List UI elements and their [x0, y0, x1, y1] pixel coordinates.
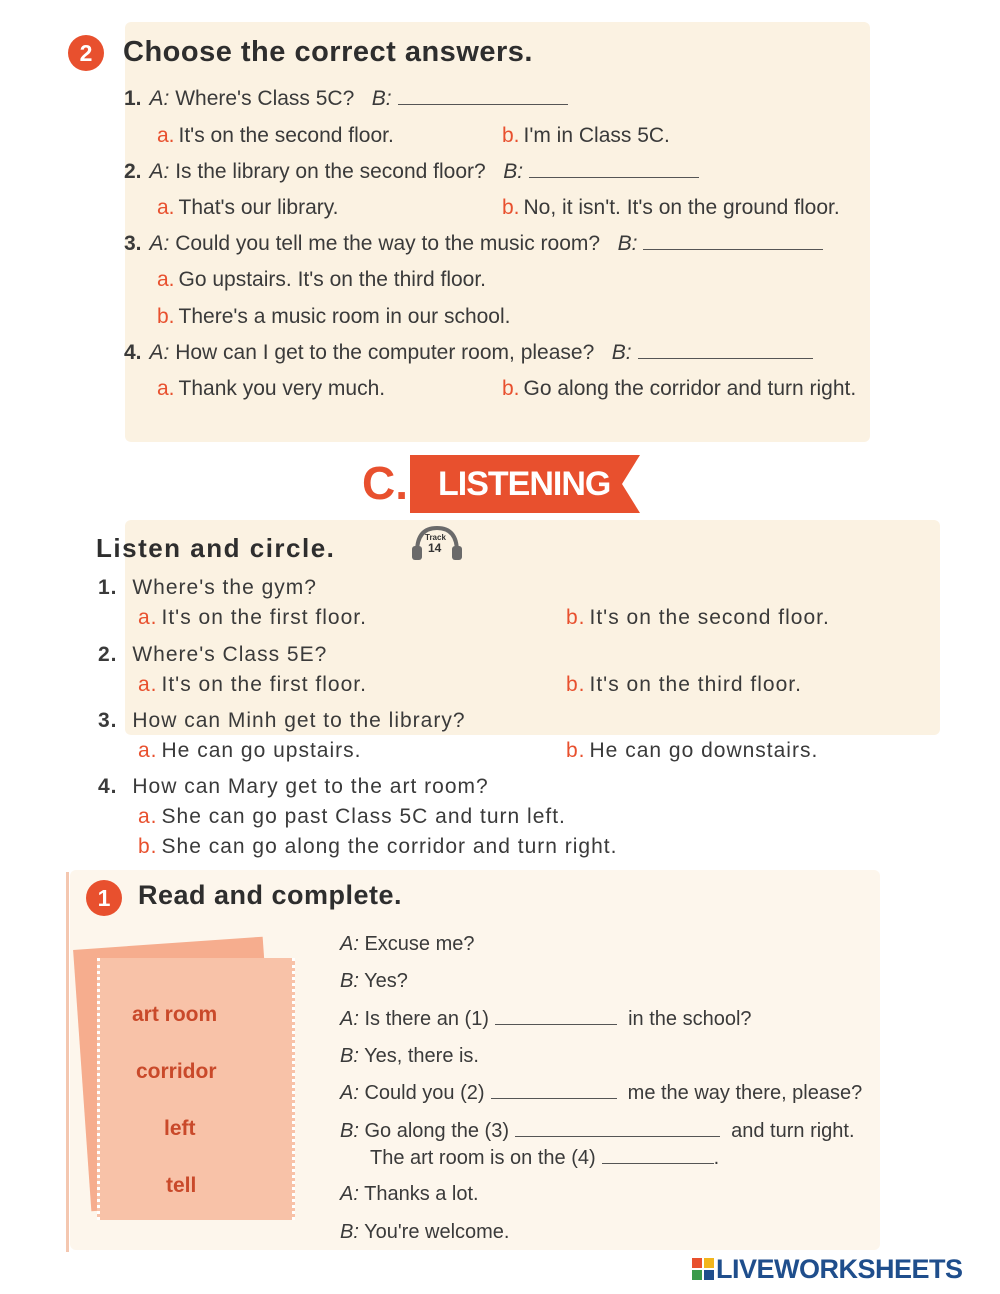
question-text: How can Mary get to the art room? [132, 775, 489, 798]
question-text: Where's Class 5C? [175, 87, 355, 110]
option-text: It's on the first floor. [161, 673, 367, 696]
question-4 [124, 341, 813, 365]
answer-blank[interactable] [529, 177, 699, 178]
option-b[interactable] [566, 739, 818, 763]
answer-blank[interactable] [491, 1098, 617, 1099]
dialogue-line [340, 933, 475, 956]
dialogue-text: Go along the (3) [364, 1120, 509, 1142]
word-item[interactable]: art room [132, 1003, 218, 1026]
option-letter: a. [157, 377, 175, 400]
answer-blank[interactable] [638, 358, 813, 359]
listen-question-4 [98, 775, 489, 799]
listen-question-1 [98, 576, 317, 600]
option-letter: a. [138, 673, 158, 696]
answer-blank[interactable] [515, 1136, 720, 1137]
option-a[interactable] [157, 377, 385, 401]
dialogue-text: Thanks a lot. [364, 1183, 479, 1205]
dialogue-text: and turn right. [731, 1120, 855, 1142]
word-item[interactable]: tell [166, 1174, 197, 1197]
question-number: 3. [124, 232, 142, 255]
option-letter: a. [157, 196, 175, 219]
answer-blank[interactable] [602, 1163, 714, 1164]
option-text: That's our library. [178, 196, 339, 219]
option-text: No, it isn't. It's on the ground floor. [523, 196, 840, 219]
option-a[interactable] [157, 268, 486, 292]
question-number: 4. [98, 775, 118, 798]
option-text: It's on the third floor. [589, 673, 802, 696]
word-item[interactable]: corridor [136, 1060, 217, 1083]
dialogue-text: in the school? [628, 1008, 752, 1030]
option-text: There's a music room in our school. [178, 305, 511, 328]
speaker-b: B: [503, 160, 524, 183]
option-letter: b. [157, 305, 175, 328]
logo-grid-icon [692, 1258, 714, 1282]
option-a[interactable] [138, 606, 367, 630]
question-3 [124, 232, 823, 256]
option-letter: b. [566, 739, 586, 762]
answer-blank[interactable] [495, 1024, 617, 1025]
option-a[interactable] [138, 673, 367, 697]
question-text: Is the library on the second floor? [175, 160, 486, 183]
brand-name: LIVEWORKSHEETS [716, 1254, 963, 1284]
speaker: B: [340, 1120, 359, 1142]
exercise-number-badge: 2 [68, 35, 104, 71]
question-text: Where's Class 5E? [132, 643, 328, 666]
option-letter: a. [138, 805, 158, 828]
option-text: It's on the second floor. [589, 606, 830, 629]
dialogue-text: . [713, 1147, 720, 1169]
option-b[interactable] [566, 673, 802, 697]
dialogue-line [340, 970, 408, 993]
dialogue-text: Yes, there is. [364, 1045, 479, 1067]
dialogue-text: You're welcome. [364, 1221, 510, 1243]
dialogue-line [340, 1008, 752, 1031]
speaker: A: [340, 933, 359, 955]
dialogue-text: Is there an (1) [364, 1008, 489, 1030]
dialogue-line [340, 1045, 479, 1068]
speaker: B: [340, 1045, 359, 1067]
option-text: Go upstairs. It's on the third floor. [178, 268, 487, 291]
option-letter: b. [566, 673, 586, 696]
dialogue-text: me the way there, please? [627, 1082, 863, 1104]
speaker: A: [340, 1183, 359, 1205]
option-b[interactable] [566, 606, 830, 630]
word-item[interactable]: left [164, 1117, 196, 1140]
option-text: It's on the second floor. [178, 124, 394, 147]
section-title: LISTENING [438, 465, 611, 503]
exercise-title: Choose the correct answers. [123, 36, 533, 68]
question-number: 3. [98, 709, 118, 732]
word-box [97, 958, 295, 1220]
speaker-a: A: [149, 160, 170, 183]
option-letter: b. [502, 196, 520, 219]
dialogue-line [340, 1120, 855, 1143]
option-a[interactable] [157, 124, 394, 148]
option-letter: b. [138, 835, 158, 858]
speaker-b: B: [371, 87, 392, 110]
speaker: B: [340, 970, 359, 992]
question-text: Could you tell me the way to the music room? [175, 232, 601, 255]
exercise-number-badge: 1 [86, 880, 122, 916]
track-label: Track [425, 533, 446, 542]
option-b[interactable] [502, 377, 856, 401]
speaker-b: B: [611, 341, 632, 364]
option-text: He can go downstairs. [589, 739, 819, 762]
dialogue-line [340, 1183, 479, 1206]
speaker: A: [340, 1082, 359, 1104]
option-letter: a. [157, 268, 175, 291]
section-letter: C. [362, 457, 408, 509]
option-b[interactable] [157, 305, 511, 329]
dialogue-text: Yes? [364, 970, 408, 992]
dialogue-line [340, 1082, 862, 1105]
question-number: 1. [124, 87, 142, 110]
answer-blank[interactable] [398, 104, 568, 105]
option-b[interactable] [502, 196, 840, 220]
question-text: How can Minh get to the library? [132, 709, 466, 732]
question-text: Where's the gym? [132, 576, 317, 599]
listen-title: Listen and circle. [96, 533, 336, 563]
speaker-b: B: [617, 232, 638, 255]
track-headphones-icon [409, 522, 465, 562]
option-b[interactable] [138, 835, 617, 859]
option-letter: b. [502, 377, 520, 400]
dialogue-line [340, 1221, 510, 1244]
listen-question-2 [98, 643, 327, 667]
option-text: I'm in Class 5C. [523, 124, 670, 147]
option-text: Go along the corridor and turn right. [523, 377, 857, 400]
question-1 [124, 87, 568, 111]
option-letter: b. [502, 124, 520, 147]
option-text: She can go along the corridor and turn right. [161, 835, 618, 858]
dialogue-text: Could you (2) [364, 1082, 485, 1104]
question-2 [124, 160, 699, 184]
question-number: 2. [98, 643, 118, 666]
option-letter: b. [566, 606, 586, 629]
exercise-title: Read and complete. [138, 880, 403, 910]
speaker-a: A: [149, 87, 170, 110]
speaker-a: A: [149, 341, 170, 364]
question-number: 4. [124, 341, 142, 364]
question-number: 2. [124, 160, 142, 183]
option-a[interactable] [138, 739, 361, 763]
listen-question-3 [98, 709, 466, 733]
option-text: Thank you very much. [178, 377, 386, 400]
option-a[interactable] [157, 196, 339, 220]
answer-blank[interactable] [643, 249, 823, 250]
dialogue-text: Excuse me? [364, 933, 475, 955]
option-text: It's on the first floor. [161, 606, 367, 629]
section-banner [410, 455, 640, 513]
track-number: 14 [428, 541, 442, 555]
speaker: B: [340, 1221, 359, 1243]
speaker-a: A: [149, 232, 170, 255]
option-text: He can go upstairs. [161, 739, 362, 762]
option-letter: a. [157, 124, 175, 147]
dialogue-text: The art room is on the (4) [370, 1147, 596, 1169]
speaker: A: [340, 1008, 359, 1030]
option-text: She can go past Class 5C and turn left. [161, 805, 566, 828]
question-number: 1. [98, 576, 118, 599]
dialogue-line [370, 1147, 719, 1170]
accent-bar [66, 872, 69, 1252]
option-letter: a. [138, 739, 158, 762]
option-b[interactable] [502, 124, 670, 148]
option-a[interactable] [138, 805, 566, 829]
question-text: How can I get to the computer room, please? [175, 341, 595, 364]
option-letter: a. [138, 606, 158, 629]
